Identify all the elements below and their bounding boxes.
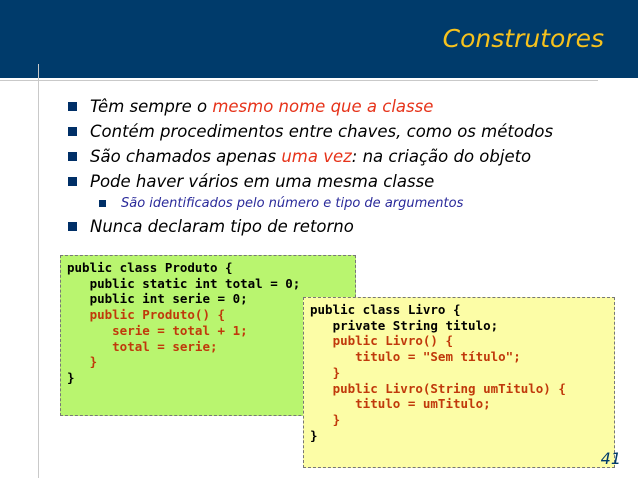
bullet-highlight: mesmo nome que a classe — [212, 97, 434, 116]
bullet-text: : na criação do objeto — [351, 147, 532, 166]
code-line: } — [310, 411, 341, 427]
bullet-text: São chamados apenas — [90, 147, 282, 166]
code-line: public class Produto { — [67, 260, 233, 275]
bullet-item — [68, 144, 553, 169]
code-line: titulo = "Sem título"; — [310, 349, 521, 365]
code-line: total = serie; — [67, 338, 218, 354]
bullet-text: Têm sempre o — [90, 97, 213, 116]
code-line: } — [310, 364, 341, 380]
bullet-item — [68, 94, 553, 119]
bullet-list — [68, 94, 553, 239]
code-block-livro — [303, 297, 615, 468]
code-line: serie = total + 1; — [67, 322, 248, 338]
sub-bullet-item — [99, 194, 553, 214]
square-bullet-icon — [68, 152, 77, 161]
slide-title: Construtores — [442, 24, 604, 53]
bullet-item — [68, 119, 553, 144]
code-line: } — [67, 369, 75, 385]
code-line: } — [67, 354, 98, 370]
code-line: public Livro() { — [310, 333, 453, 349]
bullet-text: Contém procedimentos entre chaves, como os métodos — [90, 122, 554, 141]
square-bullet-icon — [68, 102, 77, 111]
square-bullet-icon — [68, 222, 77, 231]
bullet-item — [68, 169, 553, 194]
vertical-rule — [38, 64, 39, 478]
code-line: public Produto() { — [67, 307, 226, 323]
code-line: public class Livro { — [310, 302, 461, 317]
bullet-text: Nunca declaram tipo de retorno — [90, 217, 354, 236]
code-line: } — [310, 427, 318, 443]
code-line: public int serie = 0; — [67, 291, 248, 307]
code-line: public static int total = 0; — [67, 275, 301, 291]
bullet-text: Pode haver vários em uma mesma classe — [90, 172, 435, 191]
bullet-item — [68, 214, 553, 239]
bullet-highlight: uma vez — [281, 147, 352, 166]
square-bullet-icon — [68, 177, 77, 186]
page-number: 41 — [600, 449, 621, 468]
square-bullet-icon — [68, 127, 77, 136]
square-bullet-icon — [99, 200, 106, 207]
code-line: public Livro(String umTitulo) { — [310, 380, 566, 396]
bullet-text: São identificados pelo número e tipo de argumentos — [121, 196, 464, 211]
horizontal-rule — [0, 80, 598, 81]
code-line: private String titulo; — [310, 317, 499, 333]
code-line: titulo = umTitulo; — [310, 396, 491, 412]
